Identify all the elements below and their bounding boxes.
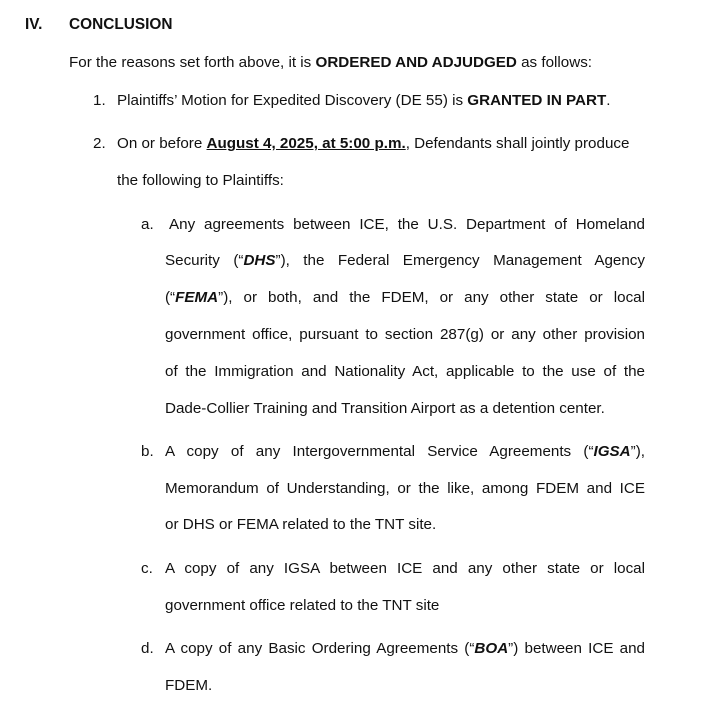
term-fema: FEMA: [175, 289, 219, 306]
subitem-a-line5: of the Immigration and Nationality Act, applicable to the use of the: [165, 363, 645, 380]
subitem-c-line2: government office related to the TNT site: [165, 597, 440, 614]
item-2-text: On or before August 4, 2025, at 5:00 p.m., Defendants shall jointly produce: [117, 135, 630, 152]
subitem-d-letter: d.: [141, 640, 154, 657]
term-boa: BOA: [474, 640, 509, 657]
item-2-text-line2: the following to Plaintiffs:: [117, 172, 284, 189]
subitem-c-letter: c.: [141, 560, 153, 577]
intro-paragraph: For the reasons set forth above, it is ORDERED AND ADJUDGED as follows:: [69, 54, 593, 71]
section-title: CONCLUSION: [69, 16, 173, 33]
ordered-adjudged: ORDERED AND ADJUDGED: [315, 54, 517, 71]
subitem-c-line1: A copy of any IGSA between ICE and any other state or local: [165, 560, 645, 577]
subitem-a-line1: Any agreements between ICE, the U.S. Department of Homeland: [169, 216, 645, 233]
section-number: IV.: [25, 16, 43, 33]
subitem-a-line3: (“FEMA”), or both, and the FDEM, or any other state or local: [165, 289, 645, 306]
item-1-text: Plaintiffs’ Motion for Expedited Discovery (DE 55) is GRANTED IN PART.: [117, 92, 611, 109]
subitem-a-line2: Security (“DHS”), the Federal Emergency Management Agency: [165, 252, 645, 269]
subitem-d-line2: FDEM.: [165, 677, 213, 694]
granted-in-part: GRANTED IN PART: [467, 92, 607, 109]
subitem-a-line4: government office, pursuant to section 287(g) or any other provision: [165, 326, 645, 343]
subitem-a-letter: a.: [141, 216, 154, 233]
deadline-date: August 4, 2025, at 5:00 p.m.: [206, 135, 406, 152]
term-dhs: DHS: [243, 252, 276, 269]
subitem-b-letter: b.: [141, 443, 154, 460]
subitem-d-line1: A copy of any Basic Ordering Agreements (“BOA”) between ICE and: [165, 640, 646, 657]
section-heading: [25, 16, 172, 34]
item-2-number: 2.: [93, 135, 106, 152]
subitem-b-line1: A copy of any Intergovernmental Service Agreements (“IGSA”),: [165, 443, 645, 460]
subitem-a-line6: Dade-Collier Training and Transition Airport as a detention center.: [165, 400, 605, 417]
item-1-number: 1.: [93, 92, 106, 109]
term-igsa: IGSA: [593, 443, 631, 460]
subitem-b-line3: or DHS or FEMA related to the TNT site.: [165, 516, 437, 533]
subitem-b-line2: Memorandum of Understanding, or the like, among FDEM and ICE: [165, 480, 645, 497]
